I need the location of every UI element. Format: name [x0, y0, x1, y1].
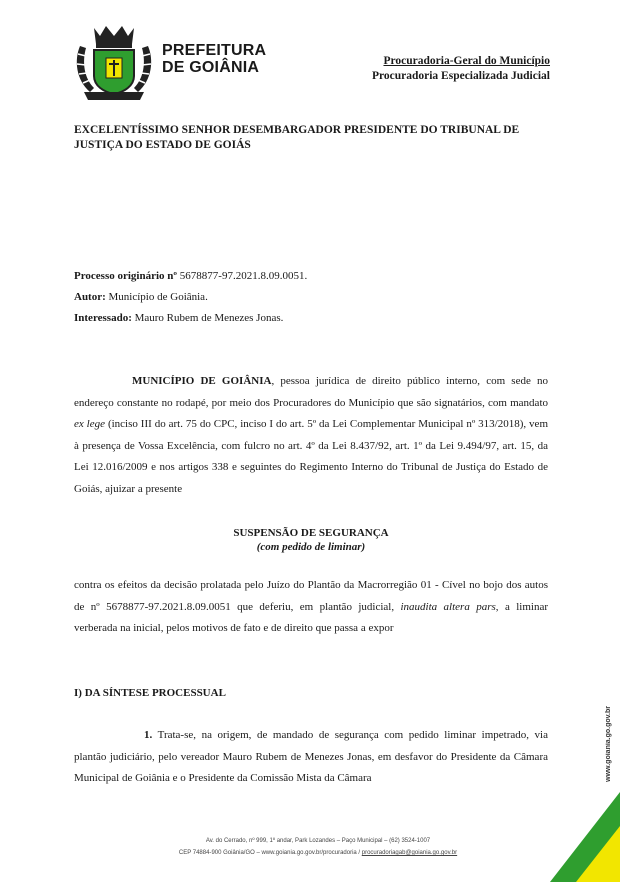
coat-of-arms-icon: [70, 24, 158, 104]
footer-email-link[interactable]: procuradoriagab@goiania.go.gov.br: [361, 850, 458, 856]
org-line-2: Procuradoria Especializada Judicial: [371, 70, 550, 82]
footer-line-1: Av. do Cerrado, nº 999, 1º andar, Park Lozandes – Paço Municipal – (62) 3524-1007: [205, 838, 431, 844]
org-header: [372, 54, 550, 84]
title-main: SUSPENSÃO DE SEGURANÇA: [233, 527, 389, 539]
intro-italic: ex lege: [74, 418, 106, 430]
footer-line-2-prefix: CEP 74884-900 Goiânia/GO – www.goiania.go.gov.br/procuradoria /: [178, 850, 362, 856]
interested-line: [74, 308, 307, 329]
side-url: www.goiania.go.gov.br: [605, 706, 612, 782]
logo: [70, 24, 267, 104]
corner-decoration: [550, 792, 620, 882]
logo-line-2: DE GOIÂNIA: [162, 59, 260, 76]
process-label: Processo originário nº: [74, 270, 178, 282]
case-info: [74, 266, 307, 329]
logo-line-1: PREFEITURA: [162, 42, 267, 59]
author-line: [74, 287, 307, 308]
intro-part-2: (inciso III do art. 75 do CPC, inciso I do art. 5º da Lei Complementar Municipal nº 313/2018), vem à presença de Vossa Excelência, com fulcro no art. 4º da Lei 8.437/92, art. 1º da Lei 9.494/97, art. 15, da Lei 12.016/2009 e nos artigos 338 e seguintes do Regimento Interno do Tribunal de Justiça do Estado de Goiás, ajuizar a presente: [74, 418, 548, 495]
process-line: [74, 266, 307, 287]
interested-label: Interessado:: [74, 312, 132, 324]
item-1-paragraph: [74, 725, 548, 790]
title-sub: (com pedido de liminar): [256, 541, 366, 553]
item-1-number: 1.: [144, 729, 153, 741]
decision-part-2: , a liminar verberada na inicial, pelos motivos de fato e de direito que passa a expor: [74, 600, 548, 634]
author-value: Município de Goiânia.: [108, 291, 208, 303]
decision-part-1: contra os efeitos da decisão prolatada pelo Juízo do Plantão da Macrorregião 01 - Cível no bojo dos autos de nº 5678877-97.2021.8.09.0051 que deferiu, em plantão judicial,: [74, 579, 548, 613]
footer: [120, 835, 516, 859]
org-line-1: Procuradoria-Geral do Município: [383, 55, 550, 67]
author-label: Autor:: [74, 291, 106, 303]
intro-paragraph: [74, 371, 548, 500]
petition-title: [74, 526, 548, 554]
addressee: EXCELENTÍSSIMO SENHOR DESEMBARGADOR PRESIDENTE DO TRIBUNAL DE JUSTIÇA DO ESTADO DE GOIÁS: [74, 124, 520, 151]
process-value: 5678877-97.2021.8.09.0051.: [179, 270, 308, 282]
logo-text: [162, 42, 266, 76]
intro-part-1: , pessoa jurídica de direito público interno, com sede no endereço constante no rodapé, por meio dos Procuradores do Município que são signatários, com mandato: [74, 375, 548, 409]
decision-paragraph: [74, 575, 548, 640]
interested-value: Mauro Rubem de Menezes Jonas.: [134, 312, 284, 324]
footer-line-2: [120, 847, 516, 859]
section-title: I) DA SÍNTESE PROCESSUAL: [74, 687, 226, 699]
item-1-text: Trata-se, na origem, de mandado de segurança com pedido liminar impetrado, via plantão judiciário, pelo vereador Mauro Rubem de Menezes Jonas, em desfavor do Presidente da Câmara Municipal de Goiânia e o Presidente da Comissão Mista da Câmara: [74, 729, 548, 784]
intro-lead: MUNICÍPIO DE GOIÂNIA: [132, 375, 272, 387]
decision-italic: inaudita altera pars: [400, 600, 496, 613]
